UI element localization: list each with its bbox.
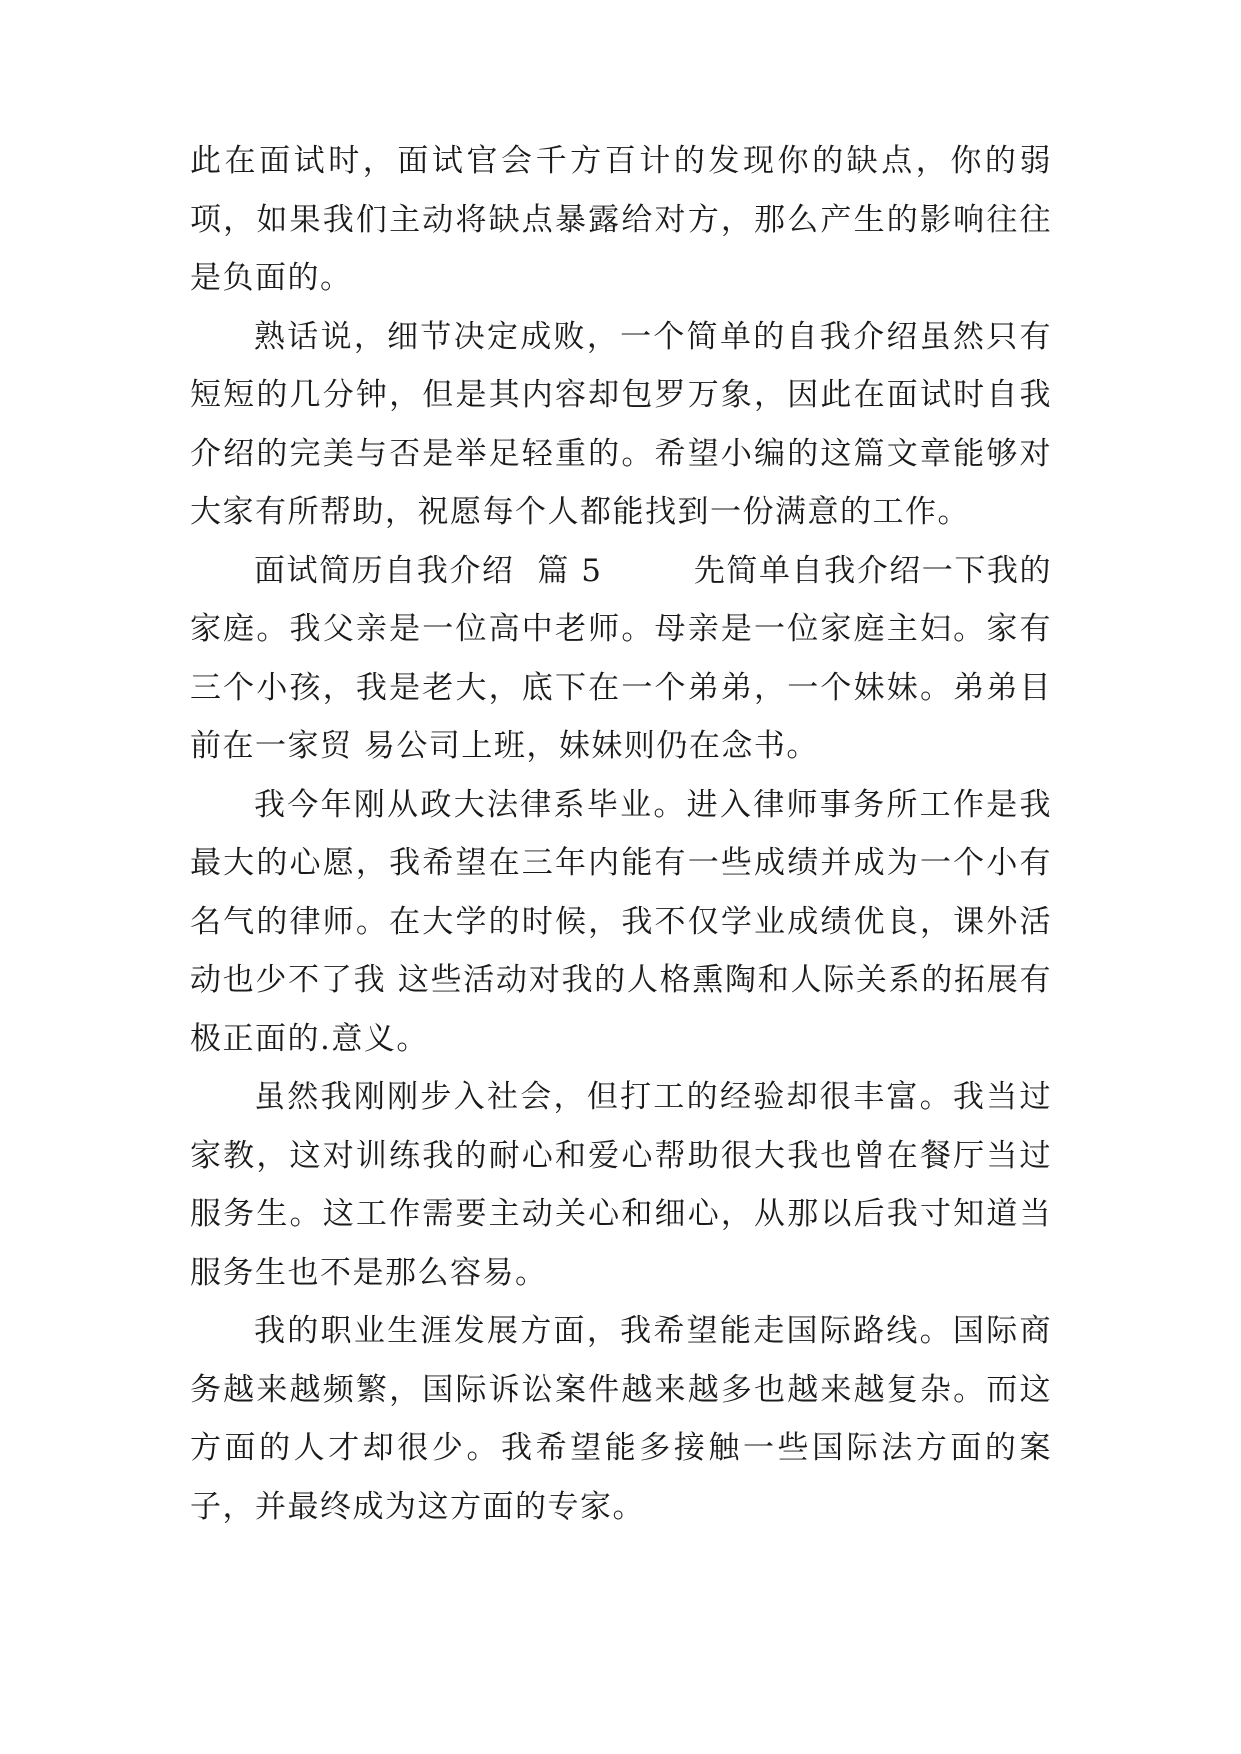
paragraph-4: 我今年刚从政大法律系毕业。进入律师事务所工作是我最大的心愿，我希望在三年内能有一些成绩并成为一个小有名气的律师。在大学的时候，我不仅学业成绩优良，课外活动也少不了我 这些活动对我的人格熏陶和人际关系的拓展有极正面的.意义。 bbox=[190, 786, 1052, 1057]
paragraph-6: 我的职业生涯发展方面，我希望能走国际路线。国际商务越来越频繁，国际诉讼案件越来越多也越来越复杂。而这方面的人才却很少。我希望能多接触一些国际法方面的案子，并最终成为这方面的专家。 bbox=[190, 1313, 1052, 1525]
paragraph-3: 面试简历自我介绍 篇 5 先简单自我介绍一下我的家庭。我父亲是一位高中老师。母亲是一位家庭主妇。家有三个小孩，我是老大，底下在一个弟弟，一个妹妹。弟弟目前在一家贸 易公司上班，妹妹则仍在念书。 bbox=[190, 552, 1052, 764]
paragraph-2: 熟话说，细节决定成败，一个简单的自我介绍虽然只有短短的几分钟，但是其内容却包罗万象，因此在面试时自我介绍的完美与否是举足轻重的。希望小编的这篇文章能够对大家有所帮助，祝愿每个人都能找到一份满意的工作。 bbox=[190, 318, 1052, 530]
paragraph-5: 虽然我刚刚步入社会，但打工的经验却很丰富。我当过家教，这对训练我的耐心和爱心帮助很大我也曾在餐厅当过服务生。这工作需要主动关心和细心，从那以后我寸知道当服务生也不是那么容易。 bbox=[190, 1079, 1052, 1291]
paragraph-1: 此在面试时，面试官会千方百计的发现你的缺点，你的弱项，如果我们主动将缺点暴露给对方，那么产生的影响往往是负面的。 bbox=[190, 143, 1052, 296]
document-body bbox=[190, 132, 1052, 1536]
